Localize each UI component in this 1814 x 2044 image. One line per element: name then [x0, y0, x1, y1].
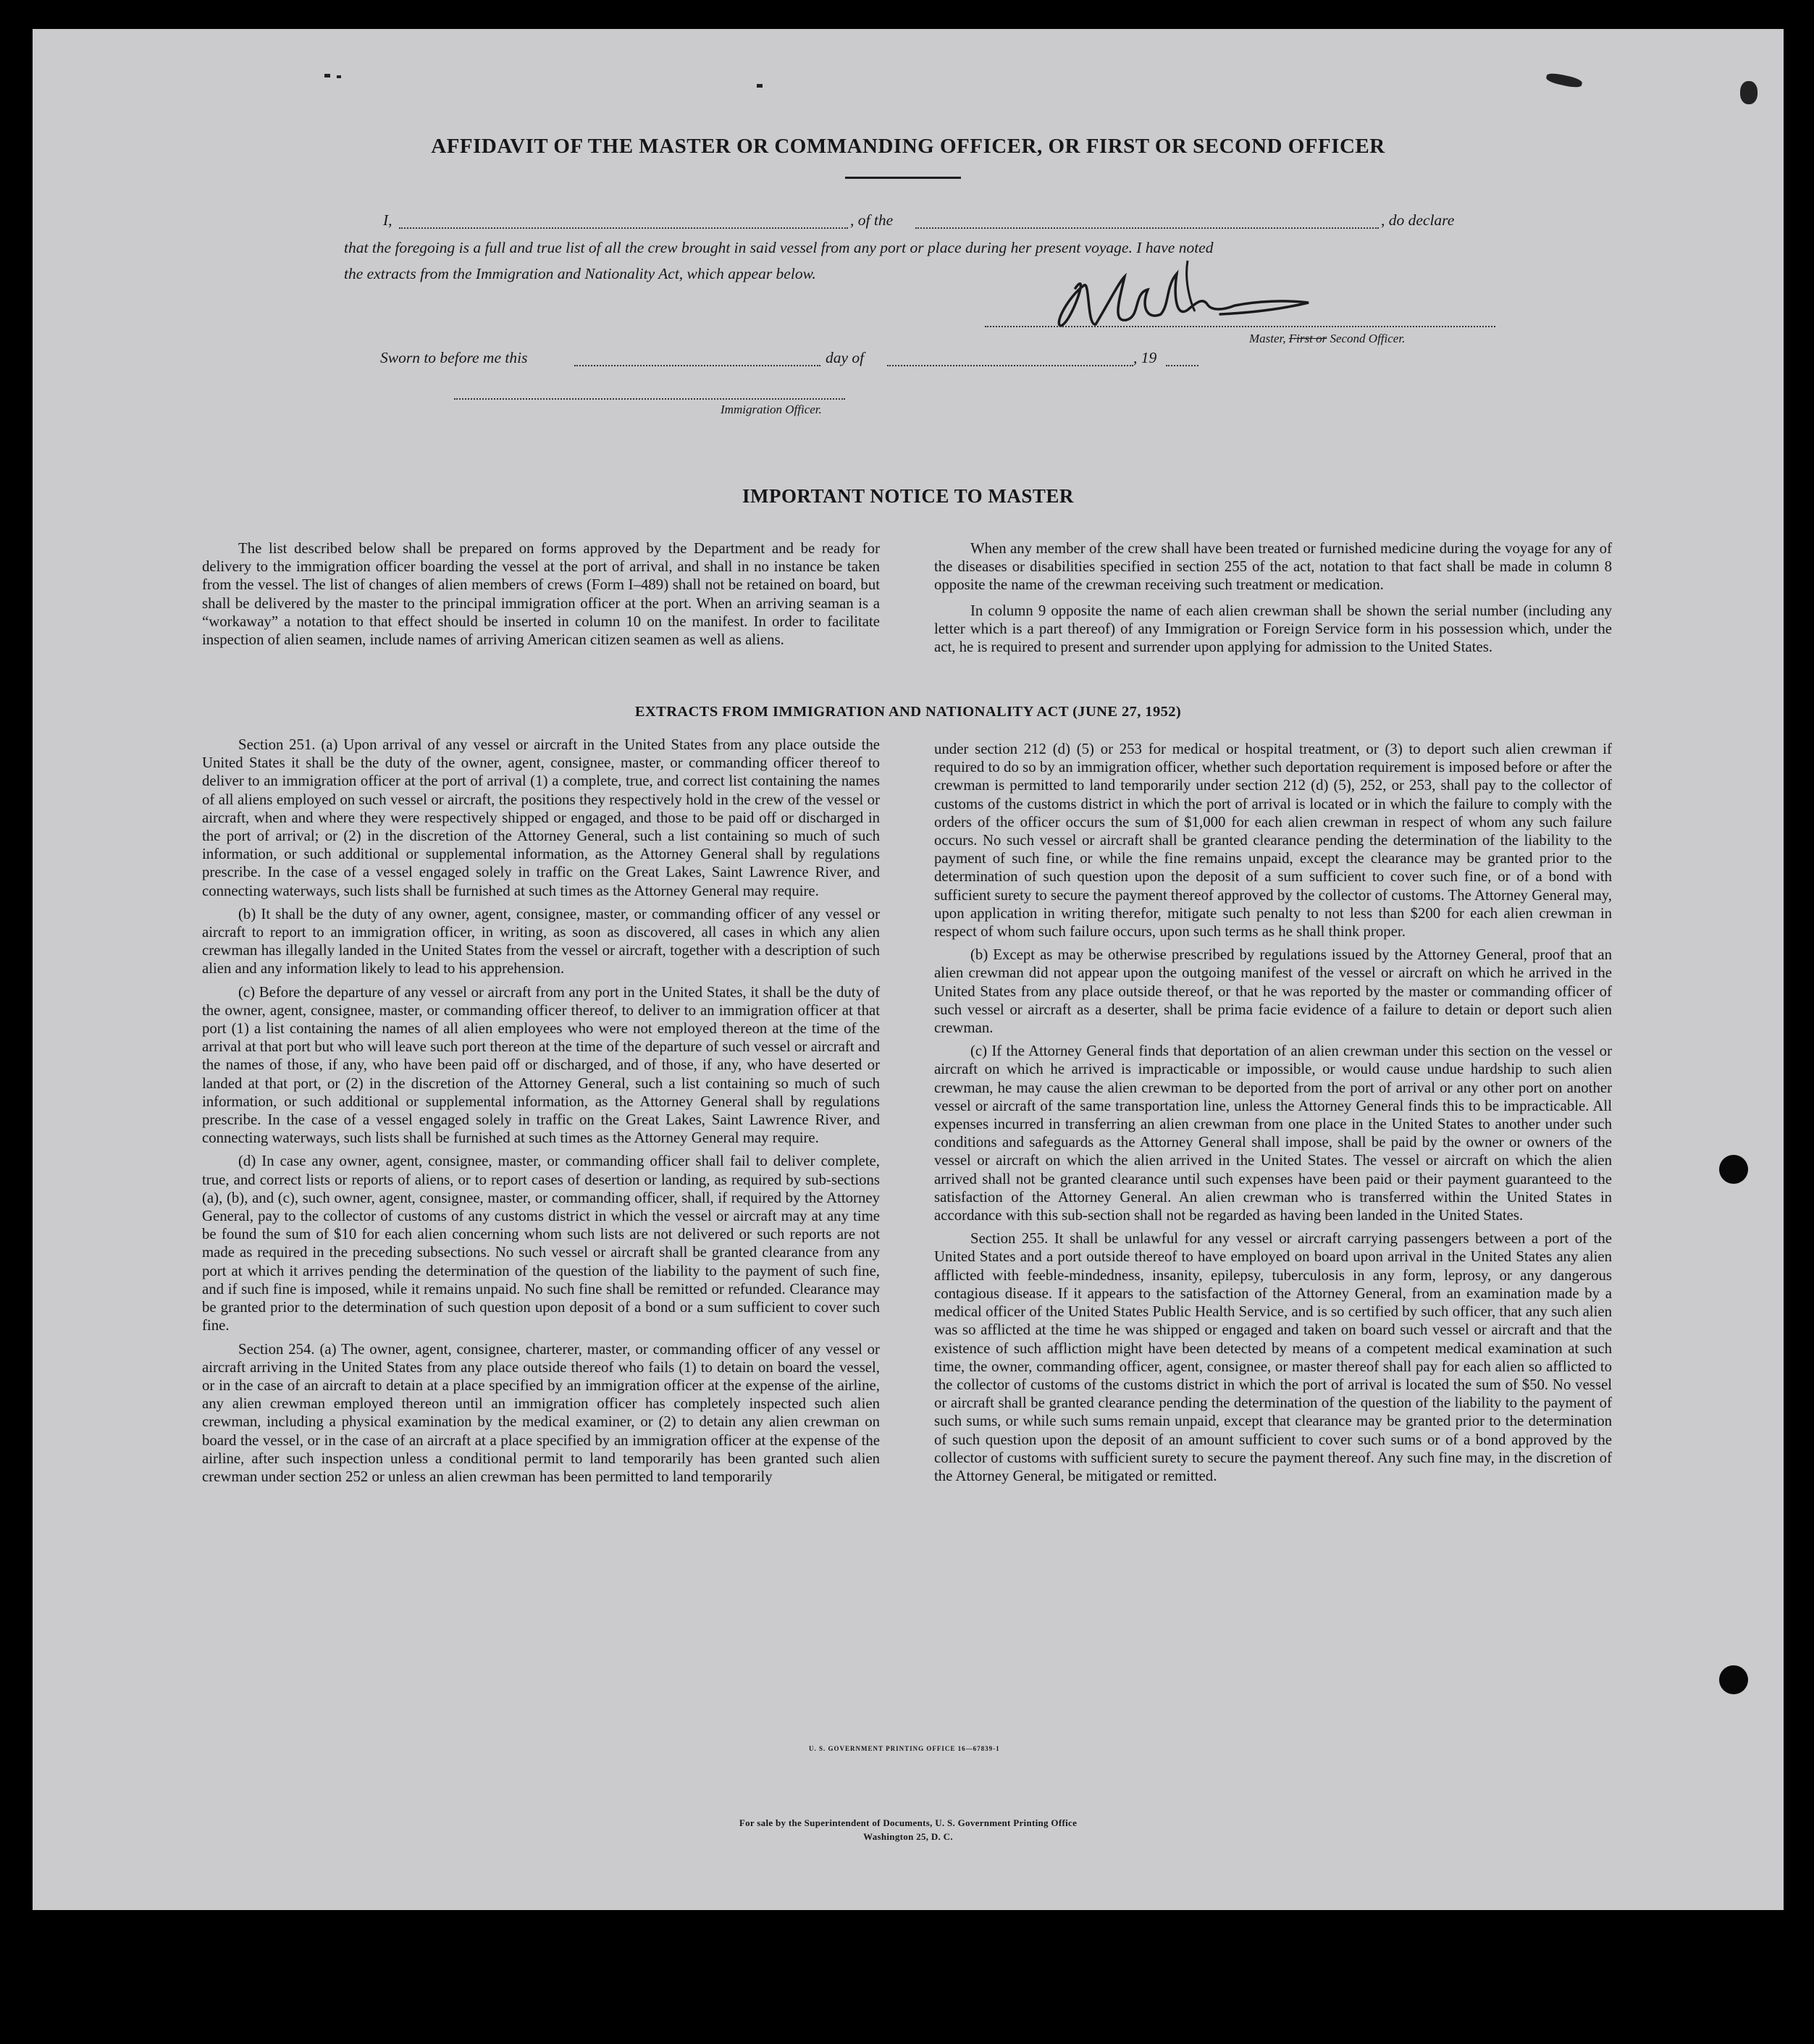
- signer-master: Master,: [1249, 332, 1289, 345]
- signer-struck-text: First or: [1288, 332, 1327, 345]
- of-the-label: , of the: [850, 211, 894, 229]
- extracts-right-column: [934, 740, 1612, 1490]
- extracts-title: EXTRACTS FROM IMMIGRATION AND NATIONALITY ACT (JUNE 27, 1952): [634, 704, 1182, 720]
- extracts-left-column: [202, 736, 880, 1491]
- sale-line-2: Washington 25, D. C.: [863, 1831, 953, 1842]
- signer-title: [1249, 332, 1405, 346]
- extract-paragraph: under section 212 (d) (5) or 253 for medical or hospital treatment, or (3) to deport such alien crewman if required to do so by an immigration officer, whether such deportation requirement is imposed before or after the crewman is permitted to land temporarily under section 212 (d) (5), 252, or 253, shall pay to the collector of customs of the customs district in which the port of arrival is located or in which the failure to comply with the orders of the officer occurs the sum of $1,000 for each alien crewman in respect of whom any such failure occurs. No such vessel or aircraft shall be granted clearance pending the determination of the liability to the payment of such fine, or while the fine remains unpaid, except the clearance may be granted prior to the determination of such question upon the deposit of a sum sufficient to cover such fine, or of a bond with sufficient surety to secure the payment thereof approved by the collector of customs. The Attorney General may, upon application in writing therefor, mitigate such penalty to not less than $200 for each alien crewman in respect of whom such failure occurs, upon such terms as he shall think proper.: [934, 741, 1612, 941]
- vessel-blank[interactable]: [915, 227, 1379, 229]
- extract-paragraph: (c) Before the departure of any vessel or aircraft from any port in the United States, it shall be the duty of the owner, agent, consignee, master, or commanding officer thereof, to deliver to an immigration officer at that port (1) a list containing the names of all alien employees who were not employed thereon at the time of the arrival at that port but who will leave such port thereon at the time of the departure of such vessel or aircraft and the names of those, if any, who have been paid off or discharged, and of those, if any, who have deserted or landed at that port, or (2) in the discretion of the Attorney General, such a list containing so much of such information, or such additional or supplemental information, as the Attorney General shall by regulations prescribe. In the case of a vessel engaged solely in traffic on the Great Lakes, Saint Lawrence River, and connecting waterways, such lists shall be furnished at such times as the Attorney General may require.: [202, 983, 880, 1147]
- notice-left-column: [202, 539, 880, 654]
- notice-paragraph: In column 9 opposite the name of each alien crewman shall be shown the serial number (including any letter which is a part thereof) of any Immigration or Foreign Service form in his possession which, under the act, he is required to present and surrender upon applying for admission to the United States.: [934, 602, 1612, 656]
- day-of-label: day of: [826, 349, 865, 366]
- punch-hole: [1719, 1155, 1748, 1184]
- scan-speck: [757, 84, 763, 88]
- year-blank[interactable]: [1166, 365, 1198, 366]
- signer-officer: Second Officer.: [1327, 332, 1406, 345]
- extract-paragraph: (b) Except as may be otherwise prescribed by regulations issued by the Attorney General, proof that an alien crewman did not appear upon the outgoing manifest of the vessel or aircraft on which he arrived in the United States from any place outside thereof, or that he was reported by the master or commanding officer of such vessel or aircraft as a deserter, shall be prima facie evidence of a failure to detain or deport such alien crewman.: [934, 946, 1612, 1037]
- extract-paragraph: (b) It shall be the duty of any owner, agent, consignee, master, or commanding officer of any vessel or aircraft to report to an immigration officer, in writing, as soon as discovered, all cases in which any alien crewman has illegally landed in the United States from the vessel or aircraft, together with a description of such alien and any information likely to lead to his apprehension.: [202, 905, 880, 977]
- declaration-line-2: the extracts from the Immigration and Nationality Act, which appear below.: [344, 265, 816, 282]
- sworn-line: [380, 349, 1249, 372]
- punch-hole: [1719, 1665, 1748, 1694]
- scan-speck: [337, 75, 341, 78]
- extract-paragraph: Section 251. (a) Upon arrival of any vessel or aircraft in the United States from any place outside the United States it shall be the duty of the owner, agent, consignee, master, or commanding officer thereof to deliver to an immigration officer at the port of arrival (1) a complete, true, and correct list containing the names of all aliens employed on such vessel or aircraft, the positions they respectively hold in the crew of the vessel or aircraft, when and where they were respectively shipped or engaged, and those to be paid off or discharged in the port of arrival; or (2) in the discretion of the Attorney General, such a list containing so much of such information, or such additional or supplemental information, as the Attorney General shall by regulations prescribe. In the case of a vessel engaged solely in traffic on the Great Lakes, Saint Lawrence River, and connecting waterways, such lists shall be furnished at such times as the Attorney General may require.: [202, 736, 880, 899]
- scan-blot: [1545, 72, 1583, 89]
- immigration-officer-label: Immigration Officer.: [721, 403, 822, 416]
- sworn-before-label: Sworn to before me this: [380, 349, 528, 366]
- year-prefix-label: , 19: [1133, 349, 1157, 366]
- notice-right-column: [934, 539, 1612, 661]
- scan-speck: [324, 74, 330, 77]
- document-page: [33, 29, 1784, 1910]
- notice-title: IMPORTANT NOTICE TO MASTER: [742, 485, 1074, 507]
- immigration-officer-line[interactable]: [454, 398, 845, 400]
- extract-paragraph: Section 254. (a) The owner, agent, consignee, charterer, master, or commanding officer of any vessel or aircraft arriving in the United States from any place outside thereof who fails (1) to detain on board the vessel, or in the case of an aircraft to detain at a place specified by an immigration officer at the expense of the airline, any alien crewman employed thereon until an immigration officer has completely inspected such alien crewman, including a physical examination by the medical examiner, or (2) to detain any alien crewman on board the vessel, or in the case of an aircraft at a place specified by an immigration officer at the expense of the airline, after such inspection unless a conditional permit to land temporarily has been granted such alien crewman under section 252 or unless an alien crewman has been permitted to land temporarily: [202, 1340, 880, 1485]
- gpo-mark: U. S. GOVERNMENT PRINTING OFFICE 16—67839-1: [809, 1745, 1000, 1752]
- i-label: I,: [383, 211, 392, 229]
- notice-paragraph: The list described below shall be prepared on forms approved by the Department and be ready for delivery to the immigration officer boarding the vessel at the port of arrival, and shall in no instance be taken from the vessel. The list of changes of alien members of crews (Form I–489) shall not be retained on board, but shall be delivered by the master to the principal immigration officer at the port. When an arriving seaman is a “workaway” a notation to that effect should be inserted in column 10 on the manifest. In order to facilitate inspection of alien seamen, include names of arriving American citizen seamen as well as aliens.: [202, 540, 880, 649]
- day-blank[interactable]: [574, 365, 820, 366]
- extract-paragraph: (c) If the Attorney General finds that deportation of an alien crewman under this section on the vessel or aircraft on which he arrived is impracticable or impossible, or would cause undue hardship to such alien crewman, he may cause the alien crewman to be deported from the port of arrival or any other port on another vessel or aircraft of the same transportation line, unless the Attorney General finds this to be impracticable. All expenses incurred in transferring an alien crewman from one place in the United States to another under such conditions and safeguards as the Attorney General shall impose, shall be paid by the owner or owners of the vessel or aircraft on which the alien arrived in the United States. The vessel or aircraft on which the alien arrived shall not be granted clearance until such expenses have been paid or their payment guaranteed to the satisfaction of the Attorney General. An alien crewman who is transferred within the United States in accordance with this sub-section shall not be regarded as having been landed in the United States.: [934, 1043, 1612, 1224]
- extract-paragraph: (d) In case any owner, agent, consignee, master, or commanding officer shall fail to deliver complete, true, and correct lists or reports of aliens, or to report cases of desertion or landing, as required by sub-sections (a), (b), and (c), such owner, agent, consignee, master, or commanding officer, shall, if required by the Attorney General, pay to the collector of customs of any customs district in which the vessel or aircraft may at any time be found the sum of $10 for each alien concerning whom such lists are not delivered or such reports are not made as required in the preceding subsections. No such vessel or aircraft shall be granted clearance from any port at which it arrives pending the determination of the question of the liability to the payment of such fine, and if such fine is imposed, while it remains unpaid. No such fine shall be remitted or refunded. Clearance may be granted prior to the determination of such question upon deposit of a bond or a sum sufficient to cover such fine.: [202, 1153, 880, 1334]
- declaration-line-1: that the foregoing is a full and true list of all the crew brought in said vessel from any port or place during her present voyage. I have noted: [344, 239, 1214, 256]
- signature-line[interactable]: [985, 326, 1495, 327]
- month-blank[interactable]: [887, 365, 1133, 366]
- scan-blot: [1740, 81, 1758, 104]
- extract-paragraph: Section 255. It shall be unlawful for any vessel or aircraft carrying passengers between a port of the United States and a port outside thereof to have employed on board upon arrival in the United States any alien afflicted with feeble-mindedness, insanity, epilepsy, tuberculosis in any form, leprosy, or any dangerous contagious disease. If it appears to the satisfaction of the Attorney General, from an examination made by a medical officer of the United States Public Health Service, and is so certified by such officer, that any such alien was so afflicted at the time he was shipped or engaged and taken on board such vessel or aircraft and that the existence of such affliction might have been detected by means of a competent medical examination at such time, the owner, commanding officer, agent, consignee, or master thereof shall pay for each alien so afflicted to the collector of customs of the customs district in which the port of arrival is located the sum of $50. No vessel or aircraft shall be granted clearance pending the determination of the question of the liability to the payment of such sums, or while such sums remain unpaid, except that clearance may be granted prior to the determination of such question upon the deposit of an amount sufficient to cover such sums or of a bond approved by the collector of customs with sufficient surety to secure the payment thereof. Any such fine may, in the discretion of the Attorney General, be mitigated or remitted.: [934, 1230, 1612, 1484]
- sale-line-1: For sale by the Superintendent of Documents, U. S. Government Printing Office: [739, 1817, 1078, 1828]
- title-underline: [845, 177, 961, 179]
- do-declare-label: , do declare: [1381, 211, 1455, 229]
- notice-paragraph: When any member of the crew shall have been treated or furnished medicine during the voyage for any of the diseases or disabilities specified in section 255 of the act, notation to that fact shall be made in column 8 opposite the name of the crewman receiving such treatment or medication.: [934, 540, 1612, 594]
- affidavit-declare-line: [383, 211, 1498, 235]
- name-blank[interactable]: [399, 227, 848, 229]
- master-signature: [1039, 253, 1387, 340]
- affidavit-title: AFFIDAVIT OF THE MASTER OR COMMANDING OFFICER, OR FIRST OR SECOND OFFICER: [431, 135, 1385, 158]
